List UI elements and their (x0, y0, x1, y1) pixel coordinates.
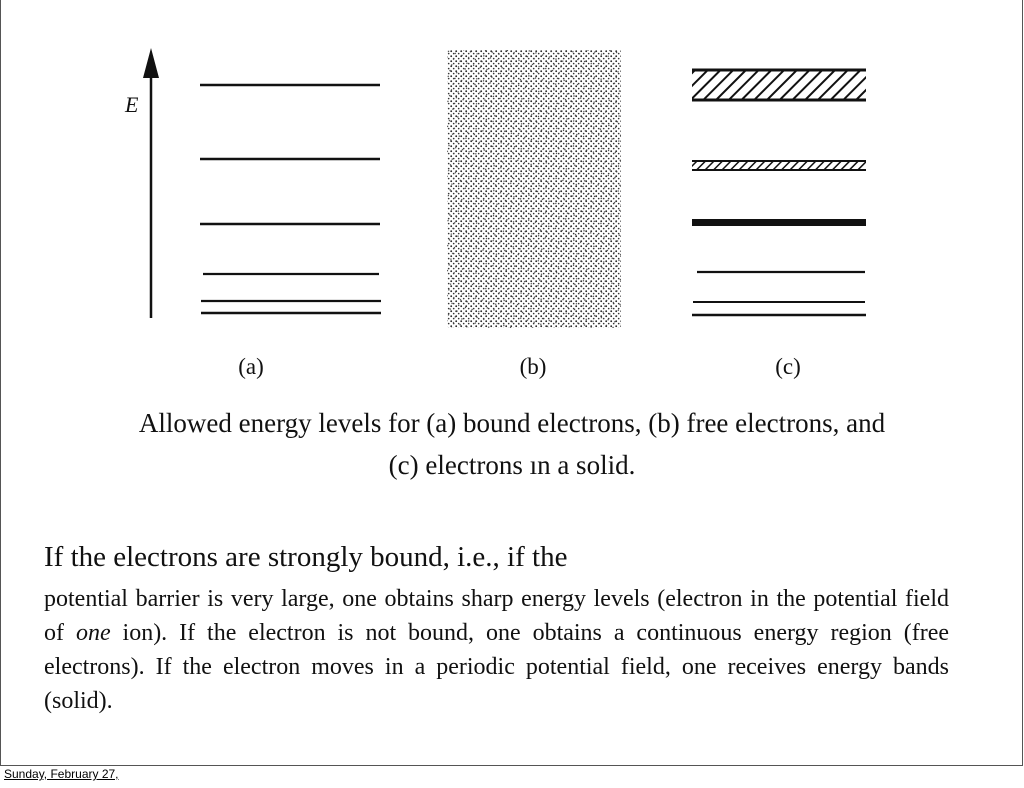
caption-line-2: (c) electrons ın a solid. (388, 450, 636, 480)
panel-label-a: (a) (238, 354, 264, 379)
panel-a-levels (200, 85, 381, 313)
body-text-part-2: ion). If the electron is not bound, one obtains a continuous energy region (free electrons). If the electron moves in a periodic potential field, one receives energy bands (solid). (44, 620, 950, 714)
panel-c-bands (692, 70, 866, 315)
energy-band (692, 161, 866, 170)
energy-band (692, 219, 866, 226)
energy-axis-arrowhead (143, 48, 159, 78)
energy-band (692, 70, 866, 100)
panel-label-b: (b) (519, 354, 547, 379)
footer-date: Sunday, February 27, (4, 767, 119, 781)
panel-label-c: (c) (775, 354, 801, 379)
body-paragraph (44, 582, 949, 718)
body-text-part-1: potential barrier is very large, one obtains sharp energy levels (electron in the potential field of (44, 586, 949, 646)
lead-sentence: If the electrons are strongly bound, i.e., if the (44, 541, 568, 573)
figure-caption (40, 402, 984, 486)
panel-b-continuum (447, 50, 621, 328)
energy-axis-label: E (125, 92, 139, 117)
emphasis-one: one (75, 620, 111, 646)
caption-line-1: Allowed energy levels for (a) bound electrons, (b) free electrons, and (138, 408, 886, 438)
